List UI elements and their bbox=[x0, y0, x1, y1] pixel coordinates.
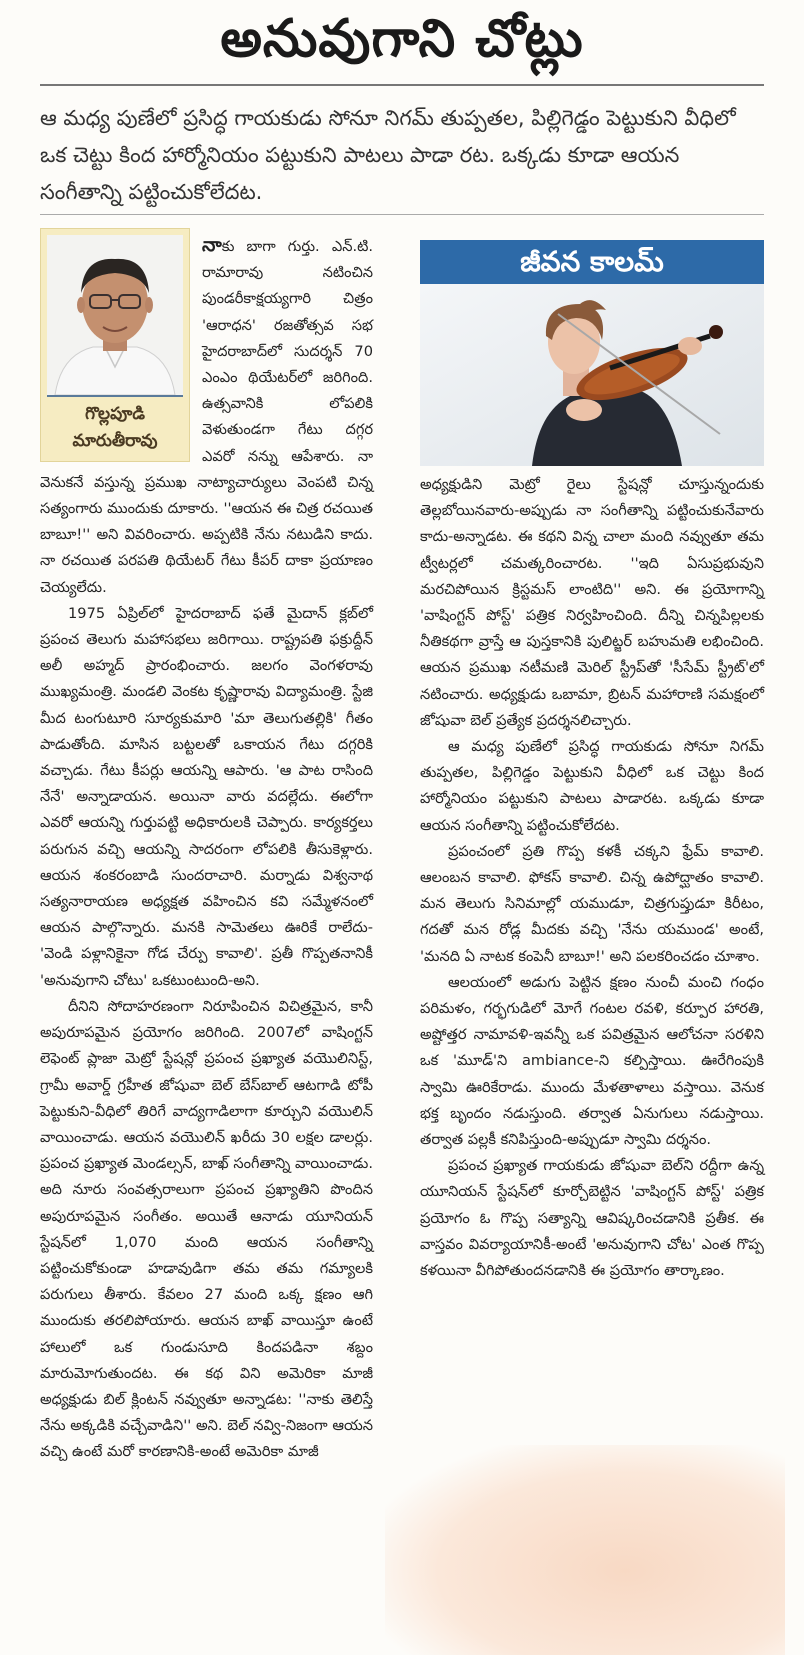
violinist-photo bbox=[420, 284, 764, 466]
intro-blurb: ఆ మధ్య పుణేలో ప్రసిద్ధ గాయకుడు సోనూ నిగమ్ తుప్పతల, పిల్లిగెడ్డం పెట్టుకుని వీధిలో ఒక చెట్టు కింద హార్మోనియం పట్టుకుని పాటలు పాడా రట. ఒక్కడు కూడా ఆయన సంగీతాన్ని పట్టించుకోలేదట. bbox=[40, 106, 736, 204]
body-paragraph: ఆ మధ్య పుణేలో ప్రసిద్ధ గాయకుడు సోనూ నిగమ్ తుప్పతల, పిల్లిగెడ్డం పెట్టుకుని వీధిలో ఒక చెట్టు కింద హార్మోనియం పట్టుకుని పాటలు పాడారట. ఒక్కడు కూడా ఆయన సంగీతాన్ని పట్టించుకోలేదట. bbox=[420, 738, 764, 834]
author-photo bbox=[47, 235, 183, 395]
headline: అనువుగాని చోట్లు bbox=[220, 9, 584, 69]
body-paragraph: అధ్యక్షుడిని మెట్రో రైలు స్టేషన్లో చూస్తున్నందుకు తెల్లబోయినవారు-అప్పుడు నా సంగీతాన్ని పట్టించుకునేవారు కాదు-అన్నాడట. ఈ కథని విన్న చాలా మంది నవ్వుతూ తమ ట్వీటర్లలో చమత్కరించారట. ''ఇది ఏసుప్రభువుని మరచిపోయిన క్రిస్టమస్ లాంటిది'' అని. ఈ ప్రయోగాన్ని 'వాషింగ్టన్ పోస్ట్' పత్రిక నిర్వహించింది. దీన్ని చిన్నపిల్లలకు నీతికథగా వ్రాస్తే ఆ పుస్తకానికి పులిట్జర్ బహుమతి లభించింది. ఆయన ప్రముఖ నటీమణి మెరిల్ స్ట్రీప్‌తో 'సీసేమ్ స్ట్రీట్'లో నటించారు. అధ్యక్షుడు ఒబామా, బ్రిటన్ మహారాణి సమక్షంలో జోషువా బెల్ ప్రత్యేక ప్రదర్శనలిచ్చారు. bbox=[420, 476, 764, 729]
author-name-line2: మారుతీరావు bbox=[72, 431, 158, 451]
headline-rule bbox=[40, 84, 764, 86]
column-banner: జీవన కాలమ్ bbox=[420, 240, 764, 284]
author-name bbox=[41, 401, 189, 455]
drop-cap: నా bbox=[202, 234, 222, 256]
author-separator bbox=[47, 395, 183, 397]
paper-stain bbox=[385, 1445, 785, 1655]
body-paragraph: దీనిని సోదాహరణంగా నిరూపించిన విచిత్రమైన, కానీ అపురూపమైన ప్రయోగం జరిగింది. 2007లో వాషింగ్టన్ లెఫెంట్ ప్లాజా మెట్రో స్టేషన్లో ప్రపంచ ప్రఖ్యాత వయొలినిస్ట్, గ్రామీ అవార్డ్ గ్రహీత జోషువా బెల్ బేస్‌బాల్ ఆటగాడి టోపీ పెట్టుకుని-వీధిలో తిరిగే వాద్యగాడిలాగా కూర్చుని వయొలిన్ వాయించాడు. ఆయన వయొలిన్ ఖరీదు 30 లక్షల డాలర్లు. ప్రపంచ ప్రఖ్యాత మెండల్సన్, బాఖ్ సంగీతాన్ని వాయించాడు. అది నూరు సంవత్సరాలుగా ప్రపంచ ప్రఖ్యాతిని పొందిన అపురూపమైన సంగీతం. అయితే ఆనాడు యూనియన్ స్టేషన్‌లో 1,070 మంది ఆయన సంగీతాన్ని పట్టించుకోకుండా హడావుడిగా తమ తమ గమ్యాలకి పరుగులు తీశారు. కేవలం 27 మంది ఒక్క క్షణం ఆగి ముందుకు తరలిపోయారు. ఆయన బాఖ్ వాయిస్తూ ఉంటే హాలులో ఒక గుండుసూది కిందపడినా శబ్దం మారుమోగుతుందట. ఈ కథ విని అమెరికా మాజీ అధ్యక్షుడు బిల్ క్లింటన్ నవ్వుతూ అన్నాడట: ''నాకు తెలిస్తే నేను అక్కడికి వచ్చేవాడిని'' అని. బెల్ నవ్వి-నిజంగా ఆయన వచ్చి ఉంటే మరో కారణానికి-అంటే అమెరికా మాజీ bbox=[40, 997, 373, 1461]
body-paragraph: ఆలయంలో అడుగు పెట్టిన క్షణం నుంచీ మంచి గంధం పరిమళం, గర్భగుడిలో మోగే గంటల రవళి, కర్పూర హారతి, అష్టోత్తర నామావళి-ఇవన్నీ ఒక పవిత్రమైన ఆలోచనా సరళిని ఒక 'మూడ్'ని ambiance-ని కల్పిస్తాయి. ఊరేగింపుకి స్వామి ఊరికేరాడు. ముందు మేళతాళాలు వస్తాయి. వెనుక భక్త బృందం నడుస్తుంది. తర్వాత ఏనుగులు నడుస్తాయి. తర్వాత పల్లకీ కనిపిస్తుంది-అప్పుడూ స్వామి దర్శనం. bbox=[420, 973, 764, 1149]
left-column bbox=[40, 232, 373, 1466]
body-paragraph: ప్రపంచంలో ప్రతి గొప్ప కళకీ చక్కని ఫ్రేమ్ కావాలి. ఆలంబన కావాలి. ఫోకస్ కావాలి. చిన్న ఉపోద్ఘాతం కావాలి. మన తెలుగు సినిమాల్లో యముడూ, చిత్రగుప్తుడూ కిరీటం, గదతో మన రోడ్ల మీదకు వచ్చి 'నేను యముండ' అంటే, 'మనది ఏ నాటక కంపెనీ బాబూ!' అని పలకరించడం చూశాం. bbox=[420, 842, 764, 965]
author-box bbox=[40, 228, 190, 462]
author-name-line1: గొల్లపూడి bbox=[85, 404, 145, 424]
body-paragraph: ప్రపంచ ప్రఖ్యాత గాయకుడు జోషువా బెల్‌ని రద్దీగా ఉన్న యూనియన్ స్టేషన్‌లో కూర్చోబెట్టిన 'వాషింగ్టన్ పోస్ట్' పత్రిక ప్రయోగం ఓ గొప్ప సత్యాన్ని ఆవిష్కరించడానికి ప్రతీక. ఈ వాస్తవం వివర్యాయానికీ-అంటే 'అనువుగాని చోట' ఎంత గొప్ప కళయినా వీగిపోతుందనడానికి ఈ ప్రయోగం తార్కాణం. bbox=[420, 1157, 764, 1280]
body-paragraph: 1975 ఏప్రిల్‌లో హైదరాబాద్ ఫతే మైదాన్ క్లబ్‌లో ప్రపంచ తెలుగు మహాసభలు జరిగాయి. రాష్ట్రపతి ఫక్రుద్దీన్ అలీ అహ్మద్ ప్రారంభించారు. జలగం వెంగళరావు ముఖ్యమంత్రి. మండలి వెంకట కృష్ణారావు విద్యామంత్రి. స్టేజి మీద టంగుటూరి సూర్యకుమారి 'మా తెలుగుతల్లికి' గీతం పాడుతోంది. మాసిన బట్టలతో ఒకాయన గేటు దగ్గరికి వచ్చాడు. గేటు కీపర్లు ఆయన్ని ఆపారు. 'ఆ పాట రాసింది నేనే' అన్నాడాయన. అయినా వారు వదల్లేదు. ఈలోగా ఎవరో ఆయన్ని గుర్తుపట్టి అధికారులకి చెప్పారు. కార్యకర్తలు పరుగున వచ్చి ఆయన్ని సాదరంగా లోపలికి తీసుకెళ్లారు. ఆయన శంకరంబాడి సుందరాచారి. మర్నాడు విశ్వనాథ సత్యనారాయణ అధ్యక్షత వహించిన కవి సమ్మేళనంలో ఆయన పాల్గొన్నారు. మనకి సామెతలు ఊరికే రాలేదు- 'వెండి పళ్లానికైనా గోడ చేర్పు కావాలి'. ప్రతీ గొప్పతనానికీ 'అనువుగాని చోటు' ఒకటుంటుంది-అని. bbox=[40, 604, 373, 989]
right-column bbox=[420, 472, 764, 1284]
paragraph-text: కు బాగా గుర్తు. ఎన్.టి. రామారావు నటించిన పుండరీకాక్షయ్యగారి చిత్రం 'ఆరాధన' రజతోత్సవ సభ హైదరాబాద్‌లో సుదర్శన్ 70 ఎంఎం థియేటర్‌లో జరిగింది. ఉత్సవానికి లోపలికి వెళుతుండగా గేటు దగ్గర ఎవరో నన్ను ఆపేశారు. నా వెనుకనే వస్తున్న ప్రముఖ నాట్యాచార్యులు వెంపటి చిన్న సత్యంగారు ముందుకు దూకారు. ''ఆయన ఈ చిత్ర రచయిత బాబూ!'' అని వివరించారు. అప్పటికి నేను నటుడిని కాదు. నా రచయిత పరపతి థియేటర్ గేటు కీపర్ దాకా ప్రయాణం చెయ్యలేదు. bbox=[40, 238, 373, 596]
intro-rule bbox=[40, 214, 764, 215]
